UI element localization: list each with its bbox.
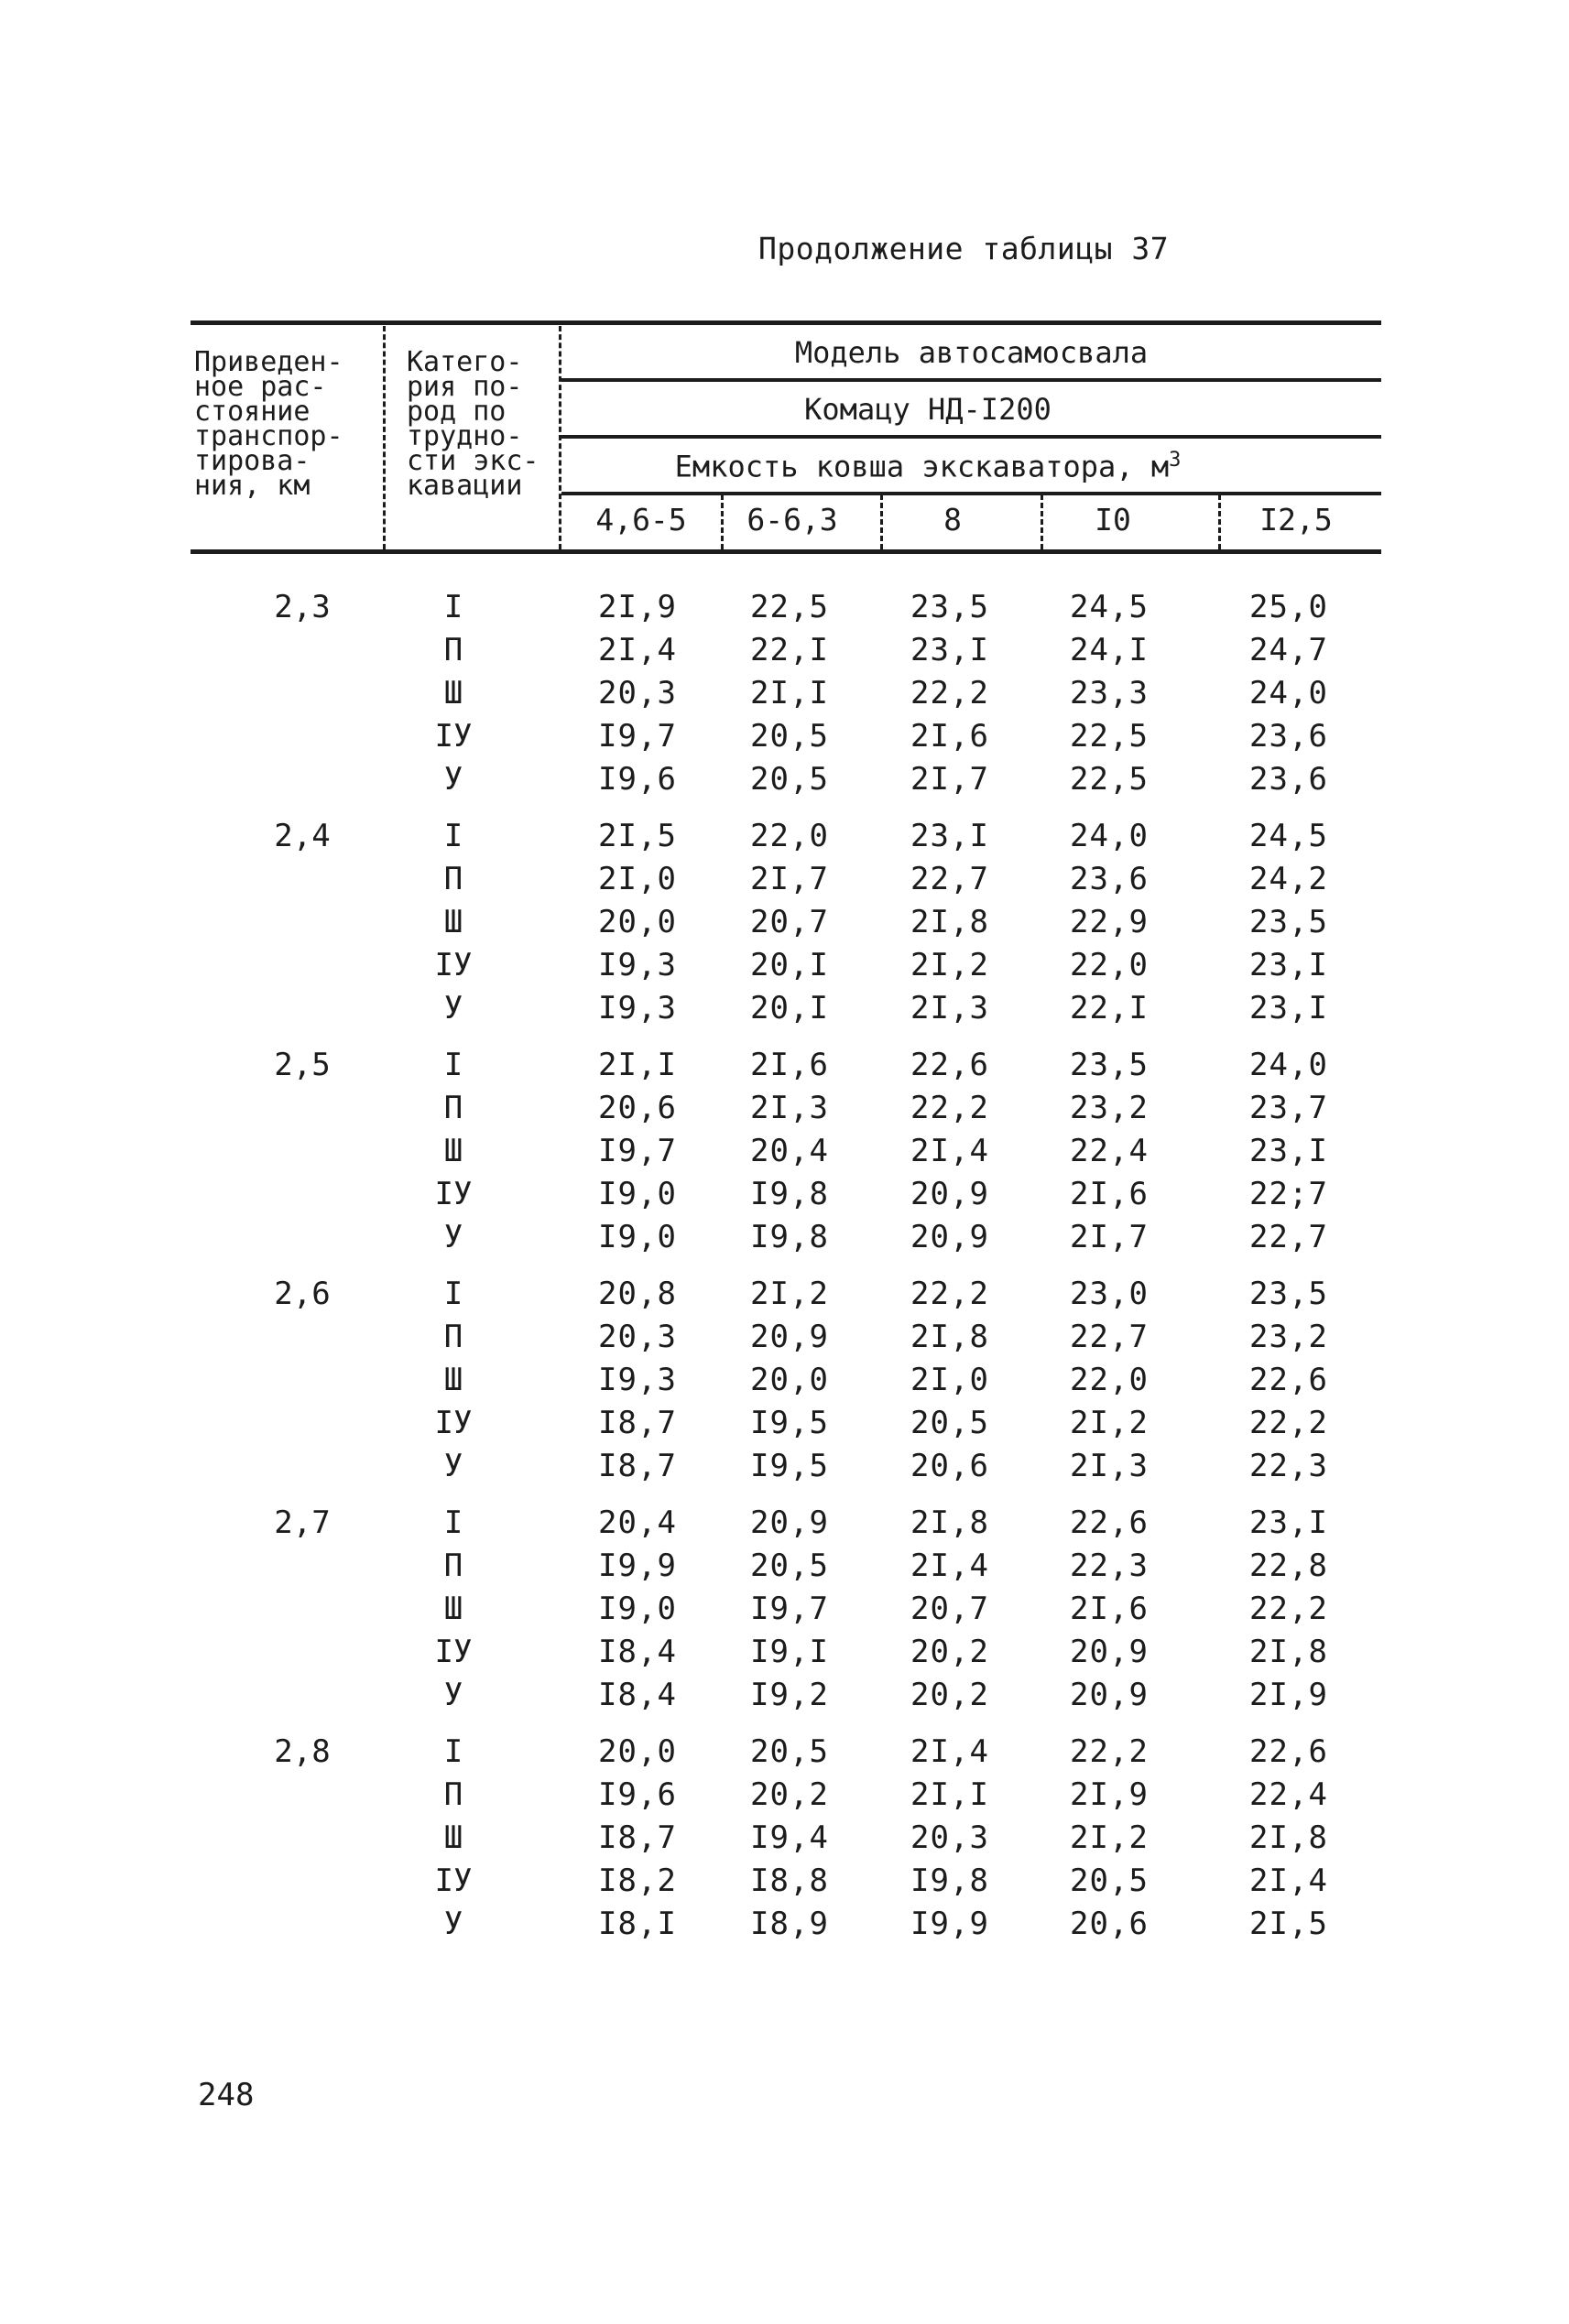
table-cell: I9,I — [750, 1634, 829, 1670]
category-value: Ш — [443, 675, 463, 711]
category-value: ІУ — [434, 1176, 473, 1212]
table-cell: 22,2 — [910, 675, 989, 711]
table-cell: 22,5 — [750, 589, 829, 625]
header-top-rule — [191, 320, 1381, 325]
table-cell: 2I,9 — [598, 589, 677, 625]
table-cell: 22,2 — [910, 1276, 989, 1312]
table-cell: I9,8 — [750, 1176, 829, 1212]
header-capacity-title: Емкость ковша экскаватора, $м^3$ — [674, 449, 1182, 484]
category-value: I — [443, 1733, 463, 1770]
table-cell: 20,9 — [1070, 1677, 1149, 1713]
table-cell: 20,2 — [750, 1776, 829, 1813]
table-cell: I9,7 — [750, 1591, 829, 1627]
table-cell: 2I,5 — [1249, 1906, 1328, 1942]
category-value: ІУ — [434, 947, 473, 983]
table-cell: 20,6 — [598, 1090, 677, 1126]
column-header-4: I0 — [1095, 502, 1131, 538]
distance-value: 2,8 — [274, 1733, 331, 1770]
table-cell: 23,6 — [1249, 718, 1328, 755]
table-cell: I9,9 — [598, 1548, 677, 1584]
table-cell: 2I,8 — [910, 1319, 989, 1355]
column-header-5: I2,5 — [1259, 502, 1333, 538]
category-value: I — [443, 589, 463, 625]
header-bottom-rule — [191, 549, 1381, 554]
table-cell: 22,5 — [1070, 718, 1149, 755]
table-cell: 23,5 — [910, 589, 989, 625]
category-value: П — [443, 861, 463, 897]
distance-value: 2,4 — [274, 818, 331, 854]
table-cell: I8,7 — [598, 1819, 677, 1856]
category-value: I — [443, 1047, 463, 1083]
table-cell: 22,2 — [1070, 1733, 1149, 1770]
table-cell: I8,8 — [750, 1862, 829, 1899]
header-rule-columns — [561, 492, 1381, 495]
table-cell: 20,4 — [750, 1133, 829, 1169]
table-cell: 2I,I — [750, 675, 829, 711]
category-value: У — [443, 990, 463, 1026]
table-cell: 2I,4 — [910, 1548, 989, 1584]
table-cell: 22,3 — [1070, 1548, 1149, 1584]
table-cell: 20,5 — [1070, 1862, 1149, 1899]
table-cell: 20,6 — [1070, 1906, 1149, 1942]
distance-value: 2,5 — [274, 1047, 331, 1083]
table-cell: 22,0 — [750, 818, 829, 854]
table-cell: 2I,2 — [1070, 1405, 1149, 1441]
table-cell: 22,6 — [1249, 1733, 1328, 1770]
table-cell: 22,I — [1070, 990, 1149, 1026]
category-value: У — [443, 1448, 463, 1484]
category-value: У — [443, 761, 463, 798]
table-cell: 20,9 — [750, 1319, 829, 1355]
table-cell: I9,3 — [598, 990, 677, 1026]
category-value: I — [443, 818, 463, 854]
category-value: ІУ — [434, 718, 473, 755]
table-cell: I9,2 — [750, 1677, 829, 1713]
table-cell: I9,8 — [750, 1219, 829, 1255]
table-cell: 22,6 — [910, 1047, 989, 1083]
table-cell: 2I,7 — [910, 761, 989, 798]
column-header-1: 4,6-5 — [595, 502, 687, 538]
table-cell: 2I,7 — [750, 861, 829, 897]
category-value: П — [443, 1776, 463, 1813]
table-cell: 2I,8 — [910, 1504, 989, 1541]
table-cell: 2I,6 — [1070, 1176, 1149, 1212]
table-cell: I9,0 — [598, 1591, 677, 1627]
table-cell: 23,0 — [1070, 1276, 1149, 1312]
table-cell: I8,I — [598, 1906, 677, 1942]
table-cell: 20,2 — [910, 1677, 989, 1713]
table-cell: 20,8 — [598, 1276, 677, 1312]
table-cell: 2I,8 — [1249, 1819, 1328, 1856]
table-cell: 20,0 — [598, 904, 677, 940]
header-model-name: Комацу НД-I200 — [804, 392, 1051, 427]
table-cell: 23,6 — [1070, 861, 1149, 897]
table-cell: I9,3 — [598, 1362, 677, 1398]
distance-value: 2,3 — [274, 589, 331, 625]
category-value: Ш — [443, 1591, 463, 1627]
table-cell: I8,4 — [598, 1634, 677, 1670]
table-cell: I9,6 — [598, 1776, 677, 1813]
category-value: У — [443, 1906, 463, 1942]
table-cell: 20,I — [750, 990, 829, 1026]
header-rule-model — [561, 378, 1381, 382]
table-cell: 2I,6 — [1070, 1591, 1149, 1627]
table-cell: 20,0 — [750, 1362, 829, 1398]
table-cell: I9,9 — [910, 1906, 989, 1942]
category-value: I — [443, 1504, 463, 1541]
table-cell: I9,8 — [910, 1862, 989, 1899]
table-cell: 22,4 — [1070, 1133, 1149, 1169]
table-cell: 20,5 — [750, 718, 829, 755]
table-cell: 2I,4 — [910, 1133, 989, 1169]
table-cell: I9,7 — [598, 718, 677, 755]
table-cell: 22;7 — [1249, 1176, 1328, 1212]
table-cell: 2I,6 — [750, 1047, 829, 1083]
table-cell: 22,3 — [1249, 1448, 1328, 1484]
table-cell: 2I,3 — [910, 990, 989, 1026]
header-separator-6 — [1218, 494, 1221, 549]
table-cell: I9,5 — [750, 1448, 829, 1484]
category-value: I — [443, 1276, 463, 1312]
table-cell: 22,9 — [1070, 904, 1149, 940]
category-value: П — [443, 1548, 463, 1584]
table-caption: Продолжение таблицы 37 — [758, 231, 1170, 266]
table-cell: 20,I — [750, 947, 829, 983]
table-cell: 22,I — [750, 632, 829, 668]
table-cell: 2I,3 — [1070, 1448, 1149, 1484]
table-cell: I8,7 — [598, 1405, 677, 1441]
table-cell: 24,2 — [1249, 861, 1328, 897]
table-cell: I9,7 — [598, 1133, 677, 1169]
table-cell: 24,7 — [1249, 632, 1328, 668]
table-cell: 22,7 — [910, 861, 989, 897]
table-cell: 20,7 — [910, 1591, 989, 1627]
table-cell: 22,8 — [1249, 1548, 1328, 1584]
page-number: 248 — [198, 2077, 255, 2113]
table-cell: 2I,8 — [910, 904, 989, 940]
distance-value: 2,7 — [274, 1504, 331, 1541]
table-cell: 22,2 — [1249, 1591, 1328, 1627]
table-cell: 2I,4 — [910, 1733, 989, 1770]
table-cell: 23,2 — [1249, 1319, 1328, 1355]
table-cell: 23,7 — [1249, 1090, 1328, 1126]
table-cell: 2I,4 — [598, 632, 677, 668]
table-cell: 22,6 — [1249, 1362, 1328, 1398]
table-cell: 2I,2 — [1070, 1819, 1149, 1856]
table-cell: 23,I — [1249, 990, 1328, 1026]
table-cell: 2I,0 — [910, 1362, 989, 1398]
table-cell: 24,0 — [1249, 1047, 1328, 1083]
table-cell: 20,3 — [598, 1319, 677, 1355]
table-cell: 20,7 — [750, 904, 829, 940]
table-cell: 23,3 — [1070, 675, 1149, 711]
table-cell: 22,2 — [1249, 1405, 1328, 1441]
table-cell: 2I,6 — [910, 718, 989, 755]
table-cell: 22,6 — [1070, 1504, 1149, 1541]
table-cell: 2I,7 — [1070, 1219, 1149, 1255]
table-cell: I8,4 — [598, 1677, 677, 1713]
table-cell: 20,5 — [750, 761, 829, 798]
table-cell: 23,2 — [1070, 1090, 1149, 1126]
category-value: П — [443, 1319, 463, 1355]
column-header-3: 8 — [943, 502, 962, 538]
header-separator-1 — [383, 326, 386, 549]
category-value: ІУ — [434, 1634, 473, 1670]
table-cell: 22,7 — [1070, 1319, 1149, 1355]
table-cell: 20,3 — [598, 675, 677, 711]
distance-value: 2,6 — [274, 1276, 331, 1312]
table-cell: 22,2 — [910, 1090, 989, 1126]
table-cell: 22,0 — [1070, 1362, 1149, 1398]
table-cell: 20,6 — [910, 1448, 989, 1484]
table-cell: 2I,5 — [598, 818, 677, 854]
table-cell: 2I,I — [598, 1047, 677, 1083]
category-value: П — [443, 1090, 463, 1126]
table-cell: 2I,3 — [750, 1090, 829, 1126]
header-model-title: Модель автосамосвала — [794, 335, 1149, 370]
table-cell: 24,I — [1070, 632, 1149, 668]
category-value: Ш — [443, 1362, 463, 1398]
table-cell: 20,9 — [910, 1176, 989, 1212]
table-cell: 24,5 — [1070, 589, 1149, 625]
table-cell: 22,0 — [1070, 947, 1149, 983]
table-cell: 2I,4 — [1249, 1862, 1328, 1899]
table-cell: 23,5 — [1249, 1276, 1328, 1312]
header-distance: Приведен- ное рас- стояние транспор- тирова- ния, км — [194, 346, 343, 502]
table-cell: 22,7 — [1249, 1219, 1328, 1255]
table-cell: 20,0 — [598, 1733, 677, 1770]
table-cell: 20,4 — [598, 1504, 677, 1541]
table-cell: 20,3 — [910, 1819, 989, 1856]
table-cell: 23,I — [1249, 1504, 1328, 1541]
table-cell: I9,4 — [750, 1819, 829, 1856]
category-value: П — [443, 632, 463, 668]
table-cell: I9,6 — [598, 761, 677, 798]
table-cell: 2I,I — [910, 1776, 989, 1813]
table-cell: I9,0 — [598, 1176, 677, 1212]
table-cell: 22,5 — [1070, 761, 1149, 798]
table-cell: 2I,9 — [1070, 1776, 1149, 1813]
category-value: У — [443, 1677, 463, 1713]
table-cell: 23,5 — [1249, 904, 1328, 940]
category-value: ІУ — [434, 1405, 473, 1441]
table-cell: 20,5 — [910, 1405, 989, 1441]
table-cell: 2I,9 — [1249, 1677, 1328, 1713]
table-cell: I9,5 — [750, 1405, 829, 1441]
category-value: Ш — [443, 1133, 463, 1169]
table-cell: I9,3 — [598, 947, 677, 983]
table-cell: 23,I — [910, 632, 989, 668]
table-cell: 2I,8 — [1249, 1634, 1328, 1670]
table-cell: I8,7 — [598, 1448, 677, 1484]
table-cell: 24,0 — [1070, 818, 1149, 854]
table-cell: 25,0 — [1249, 589, 1328, 625]
table-cell: 23,6 — [1249, 761, 1328, 798]
table-cell: 22,4 — [1249, 1776, 1328, 1813]
table-cell: 2I,2 — [750, 1276, 829, 1312]
table-cell: 23,5 — [1070, 1047, 1149, 1083]
table-cell: 23,I — [1249, 1133, 1328, 1169]
table-cell: I8,2 — [598, 1862, 677, 1899]
table-cell: 2I,2 — [910, 947, 989, 983]
table-cell: 24,5 — [1249, 818, 1328, 854]
category-value: У — [443, 1219, 463, 1255]
table-cell: 20,5 — [750, 1548, 829, 1584]
header-category: Катего- рия по- род по трудно- сти экс- кавации — [407, 346, 539, 502]
table-cell: I8,9 — [750, 1906, 829, 1942]
category-value: Ш — [443, 1819, 463, 1856]
table-cell: 20,9 — [750, 1504, 829, 1541]
table-cell: 20,2 — [910, 1634, 989, 1670]
table-cell: 23,I — [1249, 947, 1328, 983]
table-cell: 2I,0 — [598, 861, 677, 897]
table-cell: 20,5 — [750, 1733, 829, 1770]
category-value: ІУ — [434, 1862, 473, 1899]
table-cell: 24,0 — [1249, 675, 1328, 711]
header-rule-capacity — [561, 435, 1381, 439]
table-cell: 20,9 — [1070, 1634, 1149, 1670]
table-cell: 20,9 — [910, 1219, 989, 1255]
table-cell: 23,I — [910, 818, 989, 854]
table-cell: I9,0 — [598, 1219, 677, 1255]
category-value: Ш — [443, 904, 463, 940]
column-header-2: 6-6,3 — [746, 502, 838, 538]
